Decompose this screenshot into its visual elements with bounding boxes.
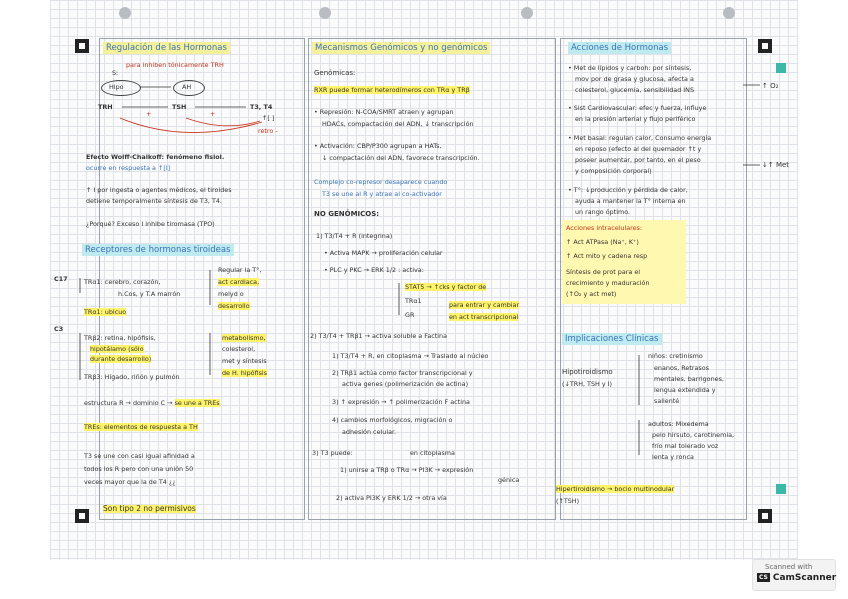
action-temp-1: • T°: ↓producción y pérdida de calor,	[568, 186, 688, 194]
wolff-text: Efecto Wolff-Chaikoff: fenómeno fisiol.	[86, 153, 225, 161]
structure-line	[84, 399, 220, 407]
children-1	[648, 352, 703, 360]
receptors-title: Receptores de hormonas tiroideas	[82, 244, 234, 256]
repression-2: HDACs, compactación del ADN, ↓ transcripción	[322, 120, 474, 128]
note-line-6: (↑O₂ y act met)	[566, 290, 617, 298]
wolff-line-1	[86, 153, 224, 161]
camscanner-brand	[757, 573, 836, 583]
corepressor-1: Complejo co-represor desaparece cuando	[314, 178, 448, 186]
activation-1: • Activación: CBP/P300 agrupan a HATs,	[314, 142, 442, 150]
note-line-4: Síntesis de prot para el	[566, 268, 641, 276]
col2-title: Mecanismos Genómicos y no genómicos	[312, 42, 490, 54]
tra1-ubicuo: TRα1: ubicuo	[84, 308, 127, 316]
action-basal-4: y composición corporal)	[575, 167, 652, 175]
regulate-3: melyd o	[218, 290, 244, 298]
corepressor-2: T3 se une al R y atrae al co-activador	[322, 190, 442, 198]
tsh-label: TSH	[172, 103, 187, 111]
adults-3: frío mal tolerado voz	[652, 442, 719, 450]
note-line-1: Acciones intracelulares:	[566, 224, 643, 232]
action-lipids-3: colesterol, glucemia, sensibilidad INS	[575, 86, 695, 94]
ng-3b: en citoplasma	[410, 449, 455, 457]
action-cardio-1: • Sist Cardiovascular: efec y fuerza, influye	[568, 104, 707, 112]
col1-para-line: para inhiben tónicamente TRH	[126, 61, 224, 69]
action-cardio-2: en la presión arterial y flujo periférico	[575, 115, 696, 123]
metabolism-3: met y síntesis	[222, 357, 267, 365]
ng-3e: 2) activa PI3K y ERK 1/2 → otra vía	[336, 494, 447, 502]
wolff-line-2: ocurre en respuesta a ↑[I]	[86, 164, 171, 172]
structure-text: estructura R → dominio C →	[84, 399, 173, 407]
metabolism-4: de H. hipófisis	[222, 369, 268, 377]
trb2-line: TRβ2: retina, hipófisis,	[84, 334, 156, 342]
adults-2: pelo hirsuto, carotinemia,	[652, 431, 735, 439]
children-2: enanos, Retrasos	[654, 364, 709, 372]
regulate-2: act cardiaca,	[218, 278, 260, 286]
note-line-5: crecimiento y maduración	[566, 279, 650, 287]
tra1-line-2: h.Cos, y T.A marrón	[118, 290, 181, 298]
col1-s-label: S:	[112, 69, 119, 77]
children-text: niños: cretinismo	[648, 352, 703, 360]
regulate-1: Regular la T°,	[218, 266, 262, 274]
trh-label: TRH	[98, 103, 113, 111]
non-permissive-note: Son tipo 2 no permisivos	[103, 504, 196, 513]
camscanner-badge	[752, 559, 836, 591]
iodine-line-2: detiene temporalmente síntesis de T3, T4.	[86, 197, 222, 205]
iodine-line-1: ↑ I por ingesta o agentes médicos, el tiroides	[86, 186, 232, 194]
hipo-label: Hipo	[109, 83, 124, 91]
action-temp-2: ayuda a mantener la T° interna en	[575, 197, 686, 205]
t3t4-label: T3, T4	[250, 103, 273, 111]
tra1-branch: TRα1	[405, 297, 422, 305]
action-temp-3: un rango óptimo.	[575, 208, 631, 216]
repression-1: • Represión: N-COA/SMRT atraen y agrupan	[314, 108, 454, 116]
ng-2: 2) T3/T4 + TRβ1 → activa soluble a Factina	[310, 332, 448, 340]
col3-title: Acciones de Hormonas	[568, 42, 671, 54]
children-3: mentales, barrigones,	[654, 375, 724, 383]
hypo-sub: (↓TRH, TSH y I)	[562, 380, 613, 388]
c17-label: C17	[54, 275, 68, 283]
col1-title: Regulación de las Hormonas	[103, 42, 230, 54]
ng-2d: 3) ↑ expresión → ↑ polimerización F actina	[332, 398, 470, 406]
children-4: lengua extendida y	[654, 386, 716, 394]
adults-1	[648, 420, 709, 428]
why-line	[86, 220, 215, 228]
camscanner-name: CamScanner	[772, 573, 837, 583]
rxr-line: RXR puede formar heterodímeros con TRα y TRβ	[314, 86, 470, 94]
clinical-title: Implicaciones Clínicas	[562, 333, 662, 345]
ng-3: 3) T3 puede:	[312, 449, 353, 457]
met-margin-note: ↓↑ Met	[762, 161, 790, 169]
ng-1a: • Activa MAPK → proliferación celular	[324, 249, 443, 257]
action-basal-2: en reposo (efecto al del quemador ↑t y	[575, 145, 702, 153]
t3-affinity-1: T3 se une con casi igual afinidad a	[84, 452, 195, 460]
action-lipids-2: mov por de grasa y glucosa, afecta a	[575, 75, 694, 83]
hyper-line: Hipertiroidismo → bocio multinodular	[556, 485, 675, 493]
ng-2c: activa genes (polimerización de actina)	[342, 380, 469, 388]
ng-3c: 1) unirse a TRβ o TRα → PI3K → expresión	[340, 466, 474, 474]
regulate-4: desarrollo	[218, 302, 250, 310]
trb3-line: TRβ3: Hígado, riñón y pulmón	[84, 373, 180, 381]
ah-label: AH	[182, 83, 192, 91]
why-text: ¿Porqué? Exceso I inhibe tiromasa (TPO)	[86, 220, 215, 228]
retro-label: retro -	[258, 127, 278, 135]
ng-2f: adhesión celular.	[342, 428, 397, 436]
adults-4: lenta y ronca	[652, 453, 694, 461]
structure-highlight: se une a TREs	[174, 399, 220, 407]
ng-2e: 4) cambios morfológicos, migración o	[332, 416, 453, 424]
ng-1: 1) T3/T4 + R (integrina)	[316, 232, 393, 240]
ng-1b: • PLC y PKC → ERK 1/2 : activa:	[324, 266, 424, 274]
ng-3d: génica	[498, 476, 520, 484]
genomic-heading: Genómicas:	[314, 69, 356, 77]
tres-line: TREs: elementos de respuesta a TH	[84, 423, 198, 431]
action-lipids-1: • Met de lípidos y carboh: por síntesis,	[568, 64, 692, 72]
nongenomic-heading: NO GENÓMICOS:	[314, 210, 380, 218]
metabolism-1: metabolismo,	[222, 334, 266, 342]
hypo-label: Hipotiroidismo	[562, 368, 613, 376]
ng-2b: 2) TRβ1 actúa como factor transcripcional y	[332, 369, 473, 377]
o2-margin-note: ↑ O₂	[762, 82, 779, 90]
t3-conc-label: ↑[ ]	[262, 114, 275, 122]
c3-label: C3	[54, 325, 64, 333]
ng-2a: 1) T3/T4 + R, en citoplasma → Traslado al núcleo	[332, 352, 489, 360]
gr-branch: GR	[405, 311, 415, 319]
metabolism-2: colesterol,	[222, 345, 256, 353]
tra1-line: TRα1: cerebro, corazón,	[84, 278, 161, 286]
trb2-line-2: hipotálamo (sólo	[90, 345, 144, 353]
action-basal-3: poseer aumentar, por tanto, en el peso	[575, 156, 701, 164]
enter-line-2: en act transcripcional	[449, 313, 519, 321]
note-line-3: ↑ Act mito y cadena resp	[566, 252, 648, 260]
children-5: salienté	[654, 397, 680, 405]
action-basal-1: • Met basal: regulan calor, Consumo energía	[568, 134, 712, 142]
stat5-line: STAT5 → ↑cks y factor de	[405, 283, 487, 291]
camscanner-logo-icon: CS	[759, 574, 768, 581]
note-line-2: ↑ Act ATPasa (Na⁺, K⁺)	[566, 238, 639, 246]
hyper-sub: (↑TSH)	[556, 497, 580, 505]
plus-sign: +	[146, 110, 152, 118]
t3-affinity-2: todos los R pero con una unión 50	[84, 465, 194, 473]
adults-text: adultos: Mixedema	[648, 420, 709, 428]
t3-affinity-3: veces mayor que la de T4 ¿¿	[84, 478, 176, 486]
enter-line-1: para entrar y cambiar	[449, 301, 520, 309]
scanned-with-text: Scanned with	[765, 563, 813, 571]
trb2-line-3: durante desarrollo)	[90, 355, 152, 363]
activation-2: ↓ compactación del ADN, favorece transcripción.	[322, 154, 480, 162]
plus-sign: +	[210, 110, 216, 118]
